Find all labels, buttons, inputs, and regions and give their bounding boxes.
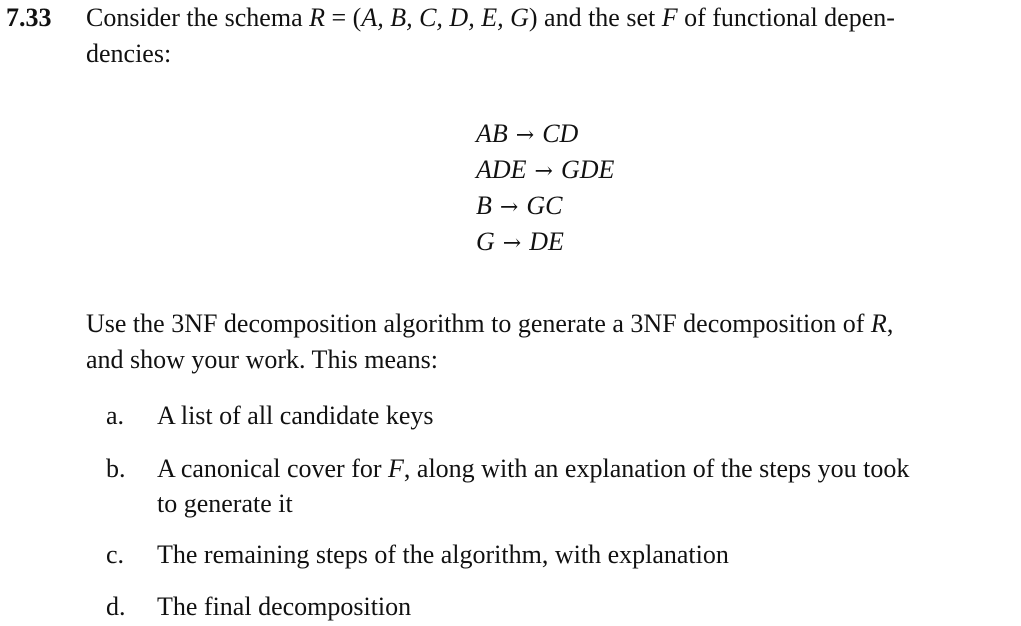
instructions-text: , — [886, 309, 894, 338]
item-text: A list of all candidate keys — [157, 401, 434, 430]
intro-line-1 — [86, 0, 1016, 36]
fd-row — [476, 116, 614, 152]
problem-number: 7.33 — [6, 3, 52, 32]
fd-set-symbol: F — [388, 454, 404, 483]
item-text-part: A canonical cover for — [157, 454, 389, 483]
instructions-text: Use the 3NF decomposition algorithm to generate a 3NF decomposition of — [86, 309, 871, 338]
fd-rhs: CD — [542, 119, 579, 148]
arrow-icon: → — [502, 231, 522, 256]
fd-lhs: ADE — [476, 155, 527, 184]
fd-lhs: B — [476, 191, 492, 220]
item-text — [157, 451, 1017, 487]
fd-rhs: DE — [529, 227, 564, 256]
fd-lhs: G — [476, 227, 495, 256]
arrow-icon: → — [515, 123, 535, 148]
intro-line-2: dencies: — [86, 39, 172, 68]
instructions-line-2: and show your work. This means: — [86, 345, 438, 374]
item-letter: c. — [106, 540, 125, 569]
functional-dependencies — [476, 116, 614, 260]
instructions — [86, 306, 1016, 378]
fd-row — [476, 224, 614, 260]
schema-symbol: R — [309, 3, 325, 32]
arrow-icon: → — [499, 195, 519, 220]
fd-rhs: GC — [526, 191, 563, 220]
fd-row — [476, 188, 614, 224]
intro-text: = ( — [325, 3, 362, 32]
item-text: The final decomposition — [157, 592, 412, 621]
fd-row — [476, 152, 614, 188]
fd-set-symbol: F — [661, 3, 678, 32]
item-letter: a. — [106, 401, 125, 430]
intro-text: of functional depen- — [677, 3, 895, 32]
intro-text: Consider the schema — [86, 3, 310, 32]
intro-text: ) and the set — [528, 3, 662, 32]
problem-intro — [86, 0, 1016, 72]
item-text: to generate it — [157, 489, 293, 518]
schema-symbol: R — [870, 309, 887, 338]
schema-attributes: A, B, C, D, E, G — [361, 3, 529, 32]
arrow-icon: → — [534, 159, 553, 184]
item-letter: d. — [106, 592, 126, 621]
fd-rhs: GDE — [560, 155, 615, 184]
item-text: The remaining steps of the algorithm, with explanation — [157, 540, 729, 569]
item-text-part: , along with an explanation of the steps you took — [403, 454, 910, 483]
fd-lhs: AB — [476, 119, 508, 148]
instructions-line-1 — [86, 306, 1016, 342]
item-letter: b. — [106, 454, 126, 483]
